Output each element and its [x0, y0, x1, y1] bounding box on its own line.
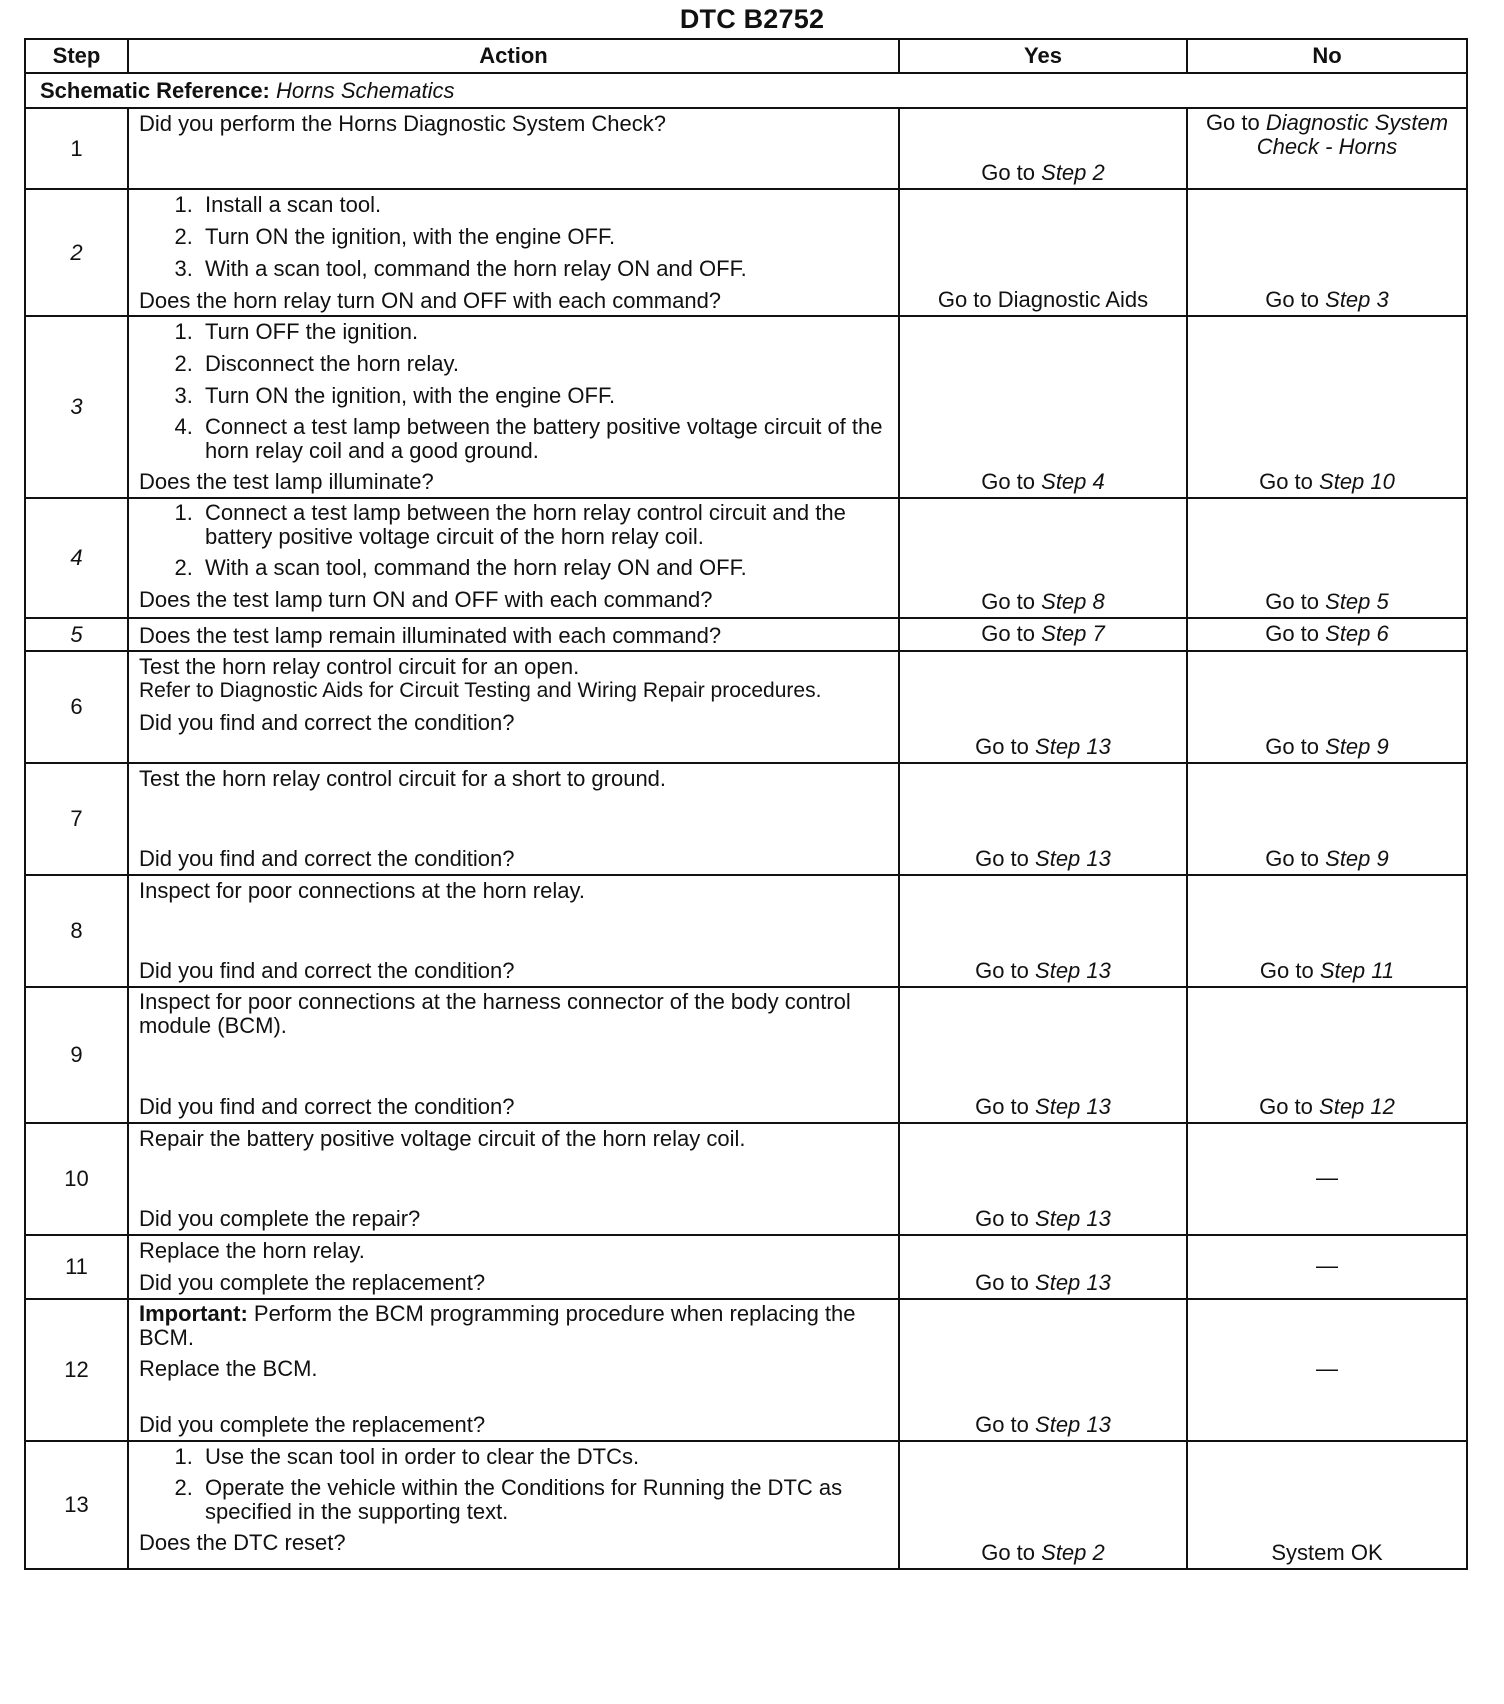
step-number: 5 [25, 618, 128, 651]
yes-cell: Go to Step 2 [899, 1441, 1187, 1569]
step-number: 8 [25, 875, 128, 987]
action-question: Did you perform the Horns Diagnostic System Check? [139, 111, 666, 136]
goto-prefix: Go to [981, 160, 1036, 185]
yes-cell [899, 108, 1187, 189]
no-target: 9 [1376, 734, 1389, 759]
header-action: Action [128, 39, 899, 73]
action-cell [128, 763, 899, 875]
action-question: Does the test lamp remain illuminated with each command? [139, 622, 722, 648]
list-item: 1. Turn OFF the ignition. [199, 319, 888, 345]
list-item: 1. Use the scan tool in order to clear the DTCs. [199, 1444, 888, 1470]
no-cell: — [1187, 1123, 1467, 1235]
action-list [139, 501, 888, 581]
no-target: 5 [1376, 589, 1389, 614]
action-question: Did you complete the replacement? [139, 1270, 486, 1295]
step-number: 7 [25, 763, 128, 875]
step-number: 12 [25, 1299, 128, 1441]
yes-cell: Go to Step 13 [899, 1299, 1187, 1441]
action-question: Does the test lamp turn ON and OFF with each command? [139, 587, 713, 612]
table-row [25, 1299, 1467, 1441]
list-item: 2. With a scan tool, command the horn relay ON and OFF. [199, 555, 888, 581]
no-cell: System OK [1187, 1441, 1467, 1569]
action-text: Replace the BCM. [139, 1356, 318, 1381]
header-yes: Yes [899, 39, 1187, 73]
no-cell [1187, 108, 1467, 189]
table-row [25, 618, 1467, 651]
no-target: 3 [1376, 287, 1389, 312]
yes-target: 13 [1086, 734, 1111, 759]
yes-target: 8 [1092, 589, 1105, 614]
action-cell [128, 1235, 899, 1299]
list-item: 3. With a scan tool, command the horn relay ON and OFF. [199, 256, 888, 282]
list-item: 1. Connect a test lamp between the horn relay control circuit and the battery positive voltage circuit of the horn relay coil. [199, 501, 888, 549]
list-item: 4. Connect a test lamp between the battery positive voltage circuit of the horn relay coil and a good ground. [199, 415, 888, 463]
action-cell [128, 875, 899, 987]
no-target: 6 [1376, 620, 1389, 646]
important-note [139, 1302, 888, 1350]
schematic-reference [25, 73, 1467, 108]
no-cell: Go to Step 5 [1187, 498, 1467, 618]
yes-target: 2 [1092, 1540, 1105, 1565]
step-number: 9 [25, 987, 128, 1123]
schematic-reference-row [25, 73, 1467, 108]
step-number: 2 [25, 189, 128, 316]
action-text: Test the horn relay control circuit for an open. [139, 654, 580, 679]
no-cell: — [1187, 1235, 1467, 1299]
document-title: DTC B2752 [679, 4, 825, 34]
yes-cell: Go to Step 13 [899, 763, 1187, 875]
action-question: Did you complete the repair? [139, 1206, 421, 1231]
schematic-reference-value: Horns Schematics [276, 77, 455, 103]
no-target: 10 [1370, 469, 1395, 494]
table-row [25, 875, 1467, 987]
yes-target: 13 [1086, 958, 1111, 983]
action-cell [128, 651, 899, 763]
list-item: 2. Disconnect the horn relay. [199, 351, 888, 377]
yes-cell: Go to Step 13 [899, 875, 1187, 987]
action-text: Inspect for poor connections at the horn relay. [139, 878, 585, 903]
table-row [25, 498, 1467, 618]
action-question: Does the horn relay turn ON and OFF with each command? [139, 288, 722, 313]
yes-target: 7 [1092, 620, 1105, 646]
action-cell [128, 1123, 899, 1235]
action-question: Did you complete the replacement? [139, 1412, 486, 1437]
yes-cell: Go to Step 13 [899, 651, 1187, 763]
table-row [25, 1123, 1467, 1235]
table-row [25, 316, 1467, 498]
header-step: Step [25, 39, 128, 73]
action-list [139, 1444, 888, 1524]
table-row [25, 1235, 1467, 1299]
list-item: 1. Install a scan tool. [199, 192, 888, 218]
step-word: Step [1041, 160, 1087, 185]
action-cell [128, 618, 899, 651]
important-text: Perform the BCM programming procedure when replacing the BCM. [139, 1301, 856, 1350]
list-item: 2. Operate the vehicle within the Conditions for Running the DTC as specified in the supporting text. [199, 1476, 888, 1524]
table-row [25, 189, 1467, 316]
no-cell: — [1187, 1299, 1467, 1441]
action-question: Did you find and correct the condition? [139, 846, 515, 871]
action-cell [128, 1299, 899, 1441]
no-prefix: Go to [1205, 110, 1260, 135]
yes-target: 13 [1086, 1412, 1111, 1437]
action-text: Replace the horn relay. [139, 1238, 365, 1263]
yes-cell: Go to Step 8 [899, 498, 1187, 618]
table-row [25, 108, 1467, 189]
step-number: 13 [25, 1441, 128, 1569]
action-list [139, 192, 888, 282]
yes-cell: Go to Diagnostic Aids [899, 189, 1187, 316]
step-number: 4 [25, 498, 128, 618]
table-row [25, 651, 1467, 763]
action-text: Repair the battery positive voltage circuit of the horn relay coil. [139, 1126, 746, 1151]
yes-target: 13 [1086, 1270, 1111, 1295]
important-label: Important: [139, 1301, 248, 1326]
action-cell [128, 1441, 899, 1569]
yes-cell: Go to Step 4 [899, 316, 1187, 498]
action-question: Did you find and correct the condition? [139, 710, 515, 735]
no-target: 11 [1371, 958, 1395, 983]
list-item: 2. Turn ON the ignition, with the engine OFF. [199, 224, 888, 250]
table-row [25, 1441, 1467, 1569]
no-cell: Go to Step 3 [1187, 189, 1467, 316]
no-cell: Go to Step 9 [1187, 651, 1467, 763]
list-item: 3. Turn ON the ignition, with the engine OFF. [199, 383, 888, 409]
action-cell [128, 316, 899, 498]
action-question: Did you find and correct the condition? [139, 1094, 515, 1119]
action-note: Refer to Diagnostic Aids for Circuit Testing and Wiring Repair procedures. [139, 679, 822, 702]
no-cell: Go to Step 6 [1187, 618, 1467, 651]
action-question: Does the test lamp illuminate? [139, 469, 434, 494]
step-number: 10 [25, 1123, 128, 1235]
yes-target: 13 [1086, 846, 1111, 871]
no-cell: Go to Step 10 [1187, 316, 1467, 498]
action-cell [128, 498, 899, 618]
action-cell [128, 189, 899, 316]
action-cell [128, 108, 899, 189]
yes-target: 13 [1086, 1206, 1111, 1231]
action-text: Test the horn relay control circuit for a short to ground. [139, 766, 667, 791]
action-question: Did you find and correct the condition? [139, 958, 515, 983]
no-target-text: Diagnostic System Check - Horns [1256, 110, 1449, 159]
table-row [25, 987, 1467, 1123]
action-question: Does the DTC reset? [139, 1530, 346, 1555]
no-cell: Go to Step 11 [1187, 875, 1467, 987]
schematic-reference-label: Schematic Reference: [40, 77, 270, 103]
header-row [25, 39, 1467, 73]
no-target: 12 [1370, 1094, 1395, 1119]
no-cell: Go to Step 9 [1187, 763, 1467, 875]
diagnostic-table [24, 38, 1468, 1570]
step-number: 6 [25, 651, 128, 763]
action-text: Inspect for poor connections at the harness connector of the body control module (BCM). [139, 989, 851, 1038]
yes-cell: Go to Step 13 [899, 1235, 1187, 1299]
step-number: 11 [25, 1235, 128, 1299]
no-cell: Go to Step 12 [1187, 987, 1467, 1123]
no-target: 9 [1376, 846, 1389, 871]
table-row [25, 763, 1467, 875]
step-number: 3 [25, 316, 128, 498]
header-no: No [1187, 39, 1467, 73]
action-cell [128, 987, 899, 1123]
yes-target: 2 [1092, 160, 1105, 185]
step-number: 1 [25, 108, 128, 189]
yes-cell: Go to Step 7 [899, 618, 1187, 651]
yes-target: 13 [1086, 1094, 1111, 1119]
yes-cell: Go to Step 13 [899, 987, 1187, 1123]
yes-cell: Go to Step 13 [899, 1123, 1187, 1235]
action-list [139, 319, 888, 463]
yes-target: 4 [1092, 469, 1105, 494]
